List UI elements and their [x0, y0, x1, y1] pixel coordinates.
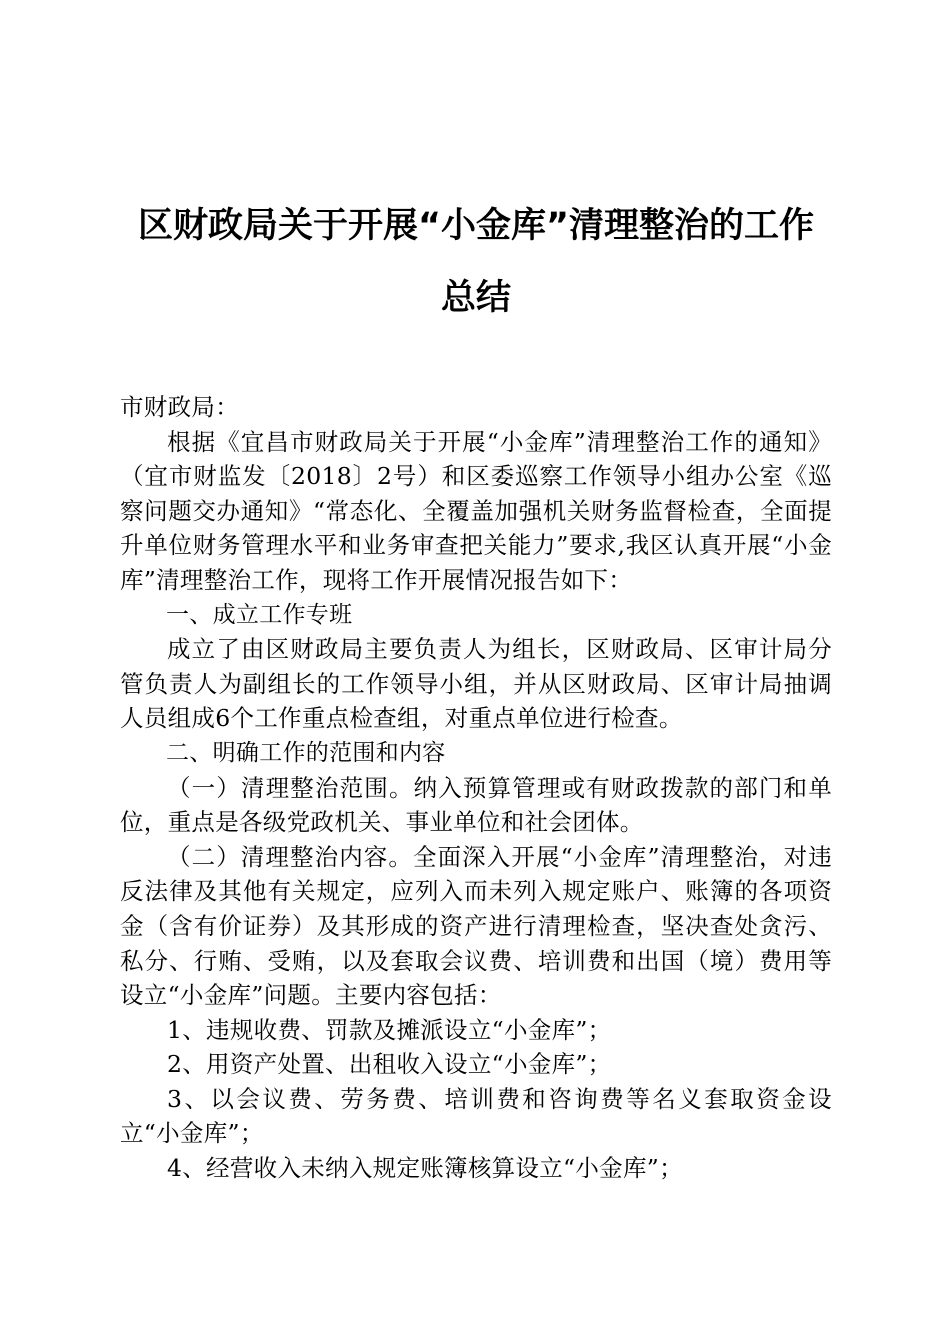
document-body — [120, 390, 832, 1186]
document-page — [120, 190, 832, 1186]
section-1-paragraph: 成立了由区财政局主要负责人为组长，区财政局、区审计局分管负责人为副组长的工作领导小组，并从区财政局、区审计局抽调人员组成6个工作重点检查组，对重点单位进行检查。 — [120, 635, 832, 733]
content-paragraph: （二）清理整治内容。全面深入开展“小金库”清理整治，对违反法律及其他有关规定，应列入而未列入规定账户、账簿的各项资金（含有价证券）及其形成的资产进行清理检查，坚决查处贪污、私分、行贿、受贿，以及套取会议费、培训费和出国（境）费用等设立“小金库”问题。主要内容包括： — [120, 842, 832, 1010]
list-item: 4、经营收入未纳入规定账簿核算设立“小金库”； — [167, 1154, 683, 1183]
list-item: 1、违规收费、罚款及摊派设立“小金库”； — [167, 1015, 612, 1044]
section-2-heading: 二、明确工作的范围和内容 — [166, 739, 446, 766]
section-1-heading: 一、成立工作专班 — [166, 601, 353, 628]
scope-paragraph: （一）清理整治范围。纳入预算管理或有财政拨款的部门和单位，重点是各级党政机关、事业单位和社会团体。 — [120, 773, 832, 837]
list-item: 2、用资产处置、出租收入设立“小金库”； — [167, 1050, 612, 1079]
salutation: 市财政局： — [120, 393, 239, 421]
list-item: 3、以会议费、劳务费、培训费和咨询费等名义套取资金设立“小金库”； — [120, 1084, 832, 1148]
document-title — [120, 190, 832, 334]
title-line-2: 总结 — [440, 278, 511, 318]
intro-paragraph: 根据《宜昌市财政局关于开展“小金库”清理整治工作的通知》（宜市财监发〔2018〕2号）和区委巡察工作领导小组办公室《巡察问题交办通知》“常态化、全覆盖加强机关财务监督检查，全面提升单位财务管理水平和业务审查把关能力”要求,我区认真开展“小金库”清理整治工作，现将工作开展情况报告如下： — [120, 427, 832, 594]
title-line-1: 区财政局关于开展“小金库”清理整治的工作 — [137, 206, 814, 246]
